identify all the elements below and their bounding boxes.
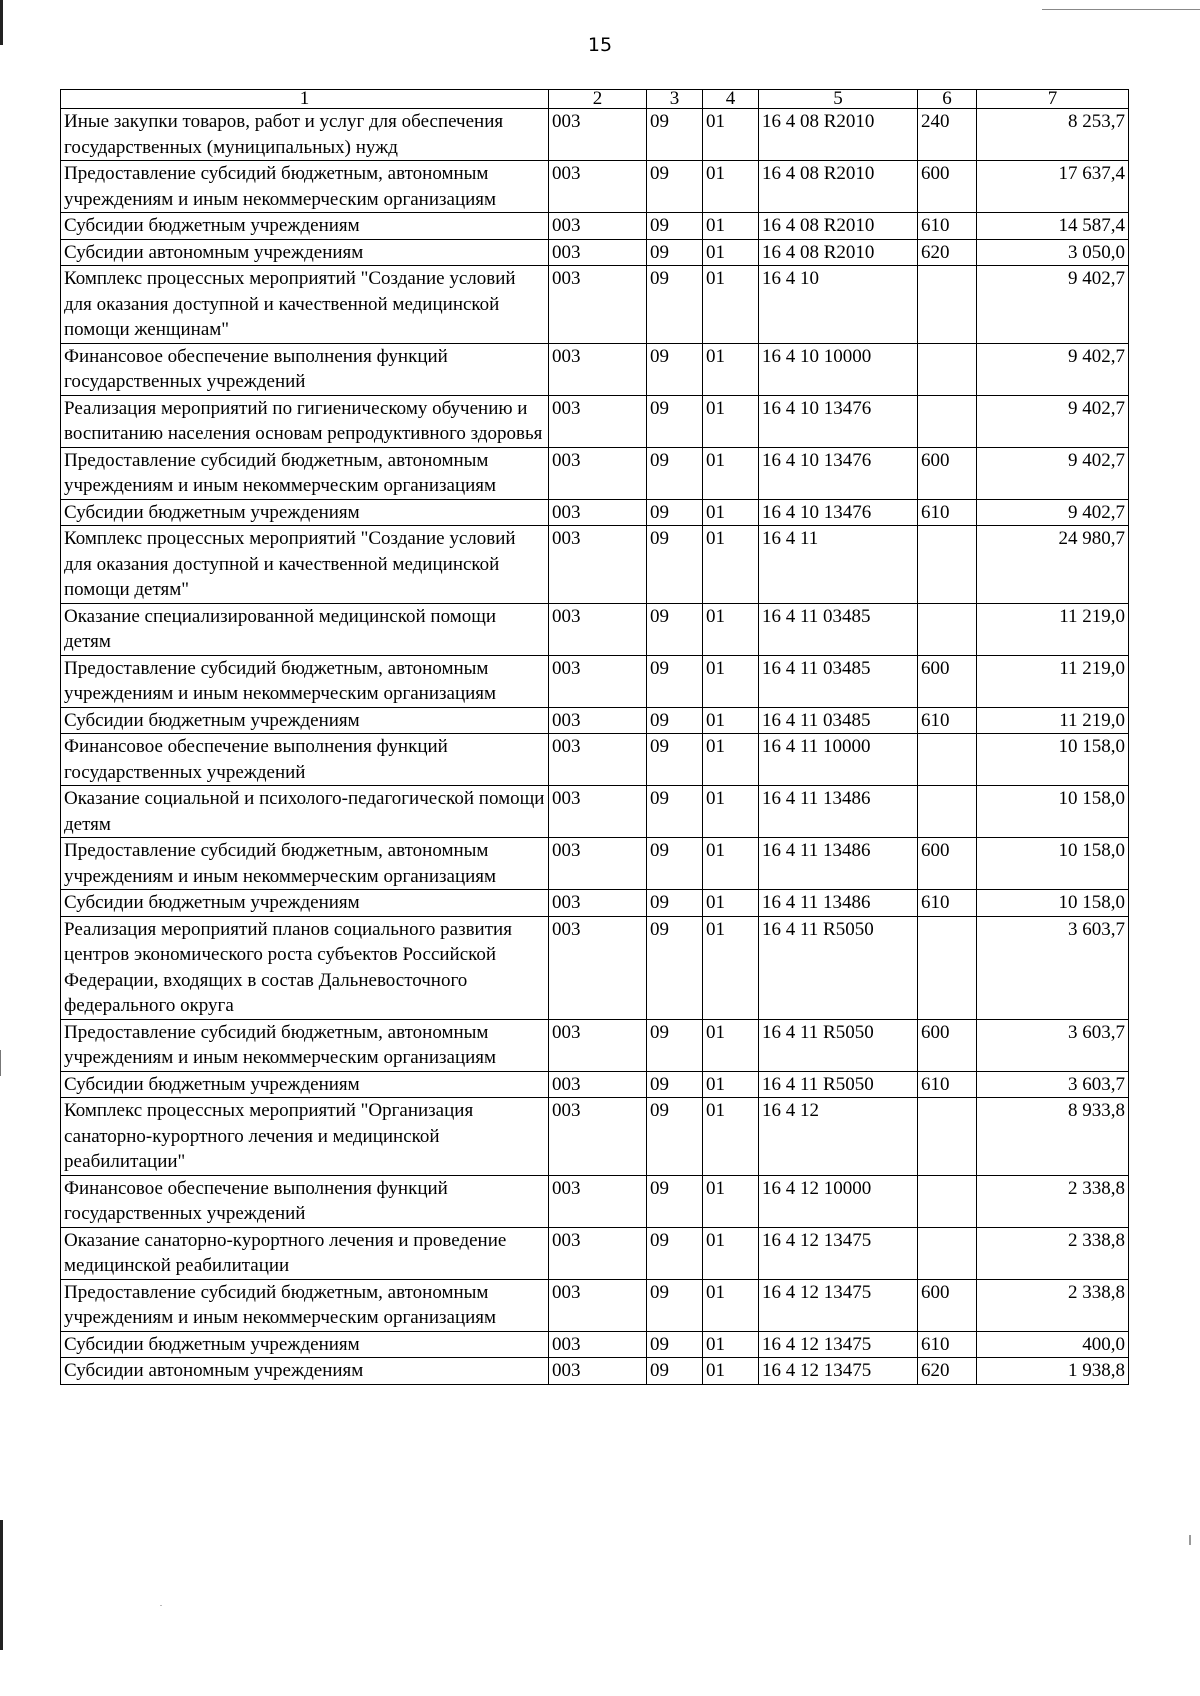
table-header-row xyxy=(61,90,1129,109)
table-row xyxy=(61,603,1129,655)
row-amount-cell: 2 338,8 xyxy=(977,1227,1129,1279)
row-section-cell: 09 xyxy=(647,1358,703,1385)
table-row xyxy=(61,890,1129,917)
row-name-cell: Предоставление субсидий бюджетным, автономным учреждениям и иным некоммерческим организациям xyxy=(61,1019,549,1071)
row-target-article-cell: 16 4 10 13476 xyxy=(759,447,918,499)
row-target-article-cell: 16 4 11 R5050 xyxy=(759,1071,918,1098)
row-amount-cell: 10 158,0 xyxy=(977,890,1129,917)
row-target-article-cell: 16 4 11 13486 xyxy=(759,890,918,917)
row-grbs-cell: 003 xyxy=(549,343,647,395)
row-name-cell: Субсидии бюджетным учреждениям xyxy=(61,213,549,240)
row-grbs-cell: 003 xyxy=(549,838,647,890)
row-amount-cell: 9 402,7 xyxy=(977,447,1129,499)
row-target-article-cell: 16 4 12 10000 xyxy=(759,1175,918,1227)
row-section-cell: 09 xyxy=(647,916,703,1019)
budget-table xyxy=(60,89,1129,1385)
row-grbs-cell: 003 xyxy=(549,603,647,655)
row-subsection-cell: 01 xyxy=(703,1358,759,1385)
row-expense-type-cell xyxy=(918,1227,977,1279)
row-expense-type-cell: 610 xyxy=(918,499,977,526)
row-name-cell: Субсидии бюджетным учреждениям xyxy=(61,890,549,917)
row-amount-cell: 3 603,7 xyxy=(977,1019,1129,1071)
row-subsection-cell: 01 xyxy=(703,1098,759,1176)
row-section-cell: 09 xyxy=(647,1331,703,1358)
row-subsection-cell: 01 xyxy=(703,109,759,161)
row-expense-type-cell: 240 xyxy=(918,109,977,161)
row-target-article-cell: 16 4 11 03485 xyxy=(759,603,918,655)
row-subsection-cell: 01 xyxy=(703,1019,759,1071)
row-grbs-cell: 003 xyxy=(549,1331,647,1358)
row-target-article-cell: 16 4 08 R2010 xyxy=(759,161,918,213)
row-section-cell: 09 xyxy=(647,1098,703,1176)
table-row xyxy=(61,1071,1129,1098)
scan-artifact-line xyxy=(1042,9,1200,10)
table-row xyxy=(61,838,1129,890)
row-expense-type-cell: 620 xyxy=(918,239,977,266)
row-amount-cell: 9 402,7 xyxy=(977,499,1129,526)
row-target-article-cell: 16 4 08 R2010 xyxy=(759,239,918,266)
table-row xyxy=(61,916,1129,1019)
table-row xyxy=(61,1019,1129,1071)
row-grbs-cell: 003 xyxy=(549,1098,647,1176)
row-amount-cell: 2 338,8 xyxy=(977,1279,1129,1331)
table-row xyxy=(61,1175,1129,1227)
row-expense-type-cell: 600 xyxy=(918,1279,977,1331)
row-amount-cell: 9 402,7 xyxy=(977,343,1129,395)
row-subsection-cell: 01 xyxy=(703,266,759,344)
row-amount-cell: 9 402,7 xyxy=(977,266,1129,344)
table-row xyxy=(61,786,1129,838)
row-target-article-cell: 16 4 11 13486 xyxy=(759,838,918,890)
row-target-article-cell: 16 4 11 03485 xyxy=(759,655,918,707)
row-subsection-cell: 01 xyxy=(703,786,759,838)
row-subsection-cell: 01 xyxy=(703,239,759,266)
row-expense-type-cell: 610 xyxy=(918,1331,977,1358)
row-subsection-cell: 01 xyxy=(703,890,759,917)
row-name-cell: Субсидии бюджетным учреждениям xyxy=(61,1071,549,1098)
row-name-cell: Субсидии автономным учреждениям xyxy=(61,239,549,266)
row-amount-cell: 11 219,0 xyxy=(977,603,1129,655)
row-name-cell: Оказание санаторно-курортного лечения и проведение медицинской реабилитации xyxy=(61,1227,549,1279)
row-grbs-cell: 003 xyxy=(549,786,647,838)
row-target-article-cell: 16 4 11 03485 xyxy=(759,707,918,734)
row-section-cell: 09 xyxy=(647,786,703,838)
row-grbs-cell: 003 xyxy=(549,239,647,266)
row-expense-type-cell: 620 xyxy=(918,1358,977,1385)
row-name-cell: Реализация мероприятий планов социального развития центров экономического роста субъектов Российской Федерации, входящих в состав Дальневосточного федерального округа xyxy=(61,916,549,1019)
row-expense-type-cell xyxy=(918,343,977,395)
row-section-cell: 09 xyxy=(647,603,703,655)
table-row xyxy=(61,343,1129,395)
table-row xyxy=(61,213,1129,240)
row-section-cell: 09 xyxy=(647,890,703,917)
row-name-cell: Предоставление субсидий бюджетным, автономным учреждениям и иным некоммерческим организациям xyxy=(61,161,549,213)
table-row xyxy=(61,1227,1129,1279)
row-amount-cell: 17 637,4 xyxy=(977,161,1129,213)
row-subsection-cell: 01 xyxy=(703,1071,759,1098)
row-amount-cell: 10 158,0 xyxy=(977,786,1129,838)
row-name-cell: Финансовое обеспечение выполнения функций государственных учреждений xyxy=(61,343,549,395)
table-row xyxy=(61,447,1129,499)
row-grbs-cell: 003 xyxy=(549,1175,647,1227)
row-expense-type-cell xyxy=(918,266,977,344)
row-section-cell: 09 xyxy=(647,161,703,213)
row-subsection-cell: 01 xyxy=(703,161,759,213)
row-subsection-cell: 01 xyxy=(703,916,759,1019)
row-section-cell: 09 xyxy=(647,499,703,526)
table-body xyxy=(61,109,1129,1385)
row-subsection-cell: 01 xyxy=(703,707,759,734)
table-row xyxy=(61,395,1129,447)
row-amount-cell: 8 933,8 xyxy=(977,1098,1129,1176)
row-grbs-cell: 003 xyxy=(549,707,647,734)
row-target-article-cell: 16 4 08 R2010 xyxy=(759,109,918,161)
row-name-cell: Предоставление субсидий бюджетным, автономным учреждениям и иным некоммерческим организациям xyxy=(61,1279,549,1331)
table-row xyxy=(61,1098,1129,1176)
column-header: 1 xyxy=(61,90,549,109)
table-row xyxy=(61,266,1129,344)
scan-artifact-mark xyxy=(0,1050,1,1076)
column-header: 3 xyxy=(647,90,703,109)
column-header: 2 xyxy=(549,90,647,109)
row-target-article-cell: 16 4 12 13475 xyxy=(759,1227,918,1279)
row-grbs-cell: 003 xyxy=(549,1071,647,1098)
row-section-cell: 09 xyxy=(647,266,703,344)
table-row xyxy=(61,1358,1129,1385)
row-name-cell: Иные закупки товаров, работ и услуг для обеспечения государственных (муниципальных) нужд xyxy=(61,109,549,161)
row-subsection-cell: 01 xyxy=(703,395,759,447)
row-section-cell: 09 xyxy=(647,213,703,240)
row-subsection-cell: 01 xyxy=(703,1227,759,1279)
table-row xyxy=(61,734,1129,786)
table-row xyxy=(61,707,1129,734)
row-expense-type-cell: 600 xyxy=(918,161,977,213)
row-name-cell: Субсидии автономным учреждениям xyxy=(61,1358,549,1385)
scan-artifact-dot xyxy=(1189,1535,1191,1545)
row-target-article-cell: 16 4 10 10000 xyxy=(759,343,918,395)
row-subsection-cell: 01 xyxy=(703,343,759,395)
row-grbs-cell: 003 xyxy=(549,916,647,1019)
row-amount-cell: 10 158,0 xyxy=(977,838,1129,890)
row-name-cell: Комплекс процессных мероприятий "Организация санаторно-курортного лечения и медицинской реабилитации" xyxy=(61,1098,549,1176)
row-target-article-cell: 16 4 12 13475 xyxy=(759,1358,918,1385)
table-row xyxy=(61,499,1129,526)
row-section-cell: 09 xyxy=(647,526,703,604)
row-name-cell: Субсидии бюджетным учреждениям xyxy=(61,707,549,734)
table-row xyxy=(61,161,1129,213)
row-grbs-cell: 003 xyxy=(549,213,647,240)
row-section-cell: 09 xyxy=(647,1175,703,1227)
row-expense-type-cell: 610 xyxy=(918,213,977,240)
row-grbs-cell: 003 xyxy=(549,266,647,344)
row-target-article-cell: 16 4 10 13476 xyxy=(759,499,918,526)
table-row xyxy=(61,1279,1129,1331)
row-section-cell: 09 xyxy=(647,1019,703,1071)
table-row xyxy=(61,239,1129,266)
row-subsection-cell: 01 xyxy=(703,1279,759,1331)
row-expense-type-cell xyxy=(918,395,977,447)
row-name-cell: Комплекс процессных мероприятий "Создание условий для оказания доступной и качественной медицинской помощи женщинам" xyxy=(61,266,549,344)
row-target-article-cell: 16 4 12 13475 xyxy=(759,1331,918,1358)
row-name-cell: Оказание специализированной медицинской помощи детям xyxy=(61,603,549,655)
row-section-cell: 09 xyxy=(647,395,703,447)
row-section-cell: 09 xyxy=(647,1071,703,1098)
row-name-cell: Субсидии бюджетным учреждениям xyxy=(61,1331,549,1358)
row-amount-cell: 1 938,8 xyxy=(977,1358,1129,1385)
row-grbs-cell: 003 xyxy=(549,109,647,161)
row-section-cell: 09 xyxy=(647,109,703,161)
row-grbs-cell: 003 xyxy=(549,526,647,604)
row-expense-type-cell xyxy=(918,1175,977,1227)
row-amount-cell: 3 603,7 xyxy=(977,1071,1129,1098)
row-name-cell: Финансовое обеспечение выполнения функций государственных учреждений xyxy=(61,1175,549,1227)
scan-artifact-dot xyxy=(160,1605,162,1606)
row-expense-type-cell: 610 xyxy=(918,1071,977,1098)
row-section-cell: 09 xyxy=(647,447,703,499)
row-grbs-cell: 003 xyxy=(549,1358,647,1385)
row-target-article-cell: 16 4 10 xyxy=(759,266,918,344)
row-subsection-cell: 01 xyxy=(703,838,759,890)
row-grbs-cell: 003 xyxy=(549,655,647,707)
scan-artifact-mark xyxy=(0,1520,3,1650)
column-header: 4 xyxy=(703,90,759,109)
row-subsection-cell: 01 xyxy=(703,603,759,655)
row-section-cell: 09 xyxy=(647,655,703,707)
row-expense-type-cell: 600 xyxy=(918,655,977,707)
row-name-cell: Предоставление субсидий бюджетным, автономным учреждениям и иным некоммерческим организациям xyxy=(61,447,549,499)
row-amount-cell: 10 158,0 xyxy=(977,734,1129,786)
row-subsection-cell: 01 xyxy=(703,447,759,499)
row-subsection-cell: 01 xyxy=(703,1331,759,1358)
row-grbs-cell: 003 xyxy=(549,447,647,499)
row-subsection-cell: 01 xyxy=(703,734,759,786)
row-grbs-cell: 003 xyxy=(549,1019,647,1071)
row-name-cell: Предоставление субсидий бюджетным, автономным учреждениям и иным некоммерческим организациям xyxy=(61,655,549,707)
row-section-cell: 09 xyxy=(647,343,703,395)
row-target-article-cell: 16 4 11 R5050 xyxy=(759,1019,918,1071)
row-amount-cell: 24 980,7 xyxy=(977,526,1129,604)
row-grbs-cell: 003 xyxy=(549,734,647,786)
row-target-article-cell: 16 4 08 R2010 xyxy=(759,213,918,240)
table-row xyxy=(61,526,1129,604)
row-amount-cell: 3 050,0 xyxy=(977,239,1129,266)
row-name-cell: Субсидии бюджетным учреждениям xyxy=(61,499,549,526)
row-name-cell: Комплекс процессных мероприятий "Создание условий для оказания доступной и качественной медицинской помощи детям" xyxy=(61,526,549,604)
row-section-cell: 09 xyxy=(647,239,703,266)
column-header: 6 xyxy=(918,90,977,109)
row-grbs-cell: 003 xyxy=(549,499,647,526)
row-expense-type-cell xyxy=(918,1098,977,1176)
row-target-article-cell: 16 4 11 10000 xyxy=(759,734,918,786)
row-amount-cell: 8 253,7 xyxy=(977,109,1129,161)
row-expense-type-cell xyxy=(918,526,977,604)
row-name-cell: Реализация мероприятий по гигиеническому обучению и воспитанию населения основам репродуктивного здоровья xyxy=(61,395,549,447)
row-grbs-cell: 003 xyxy=(549,395,647,447)
row-expense-type-cell: 600 xyxy=(918,447,977,499)
row-section-cell: 09 xyxy=(647,734,703,786)
row-amount-cell: 2 338,8 xyxy=(977,1175,1129,1227)
row-section-cell: 09 xyxy=(647,707,703,734)
row-name-cell: Предоставление субсидий бюджетным, автономным учреждениям и иным некоммерческим организациям xyxy=(61,838,549,890)
row-amount-cell: 9 402,7 xyxy=(977,395,1129,447)
row-grbs-cell: 003 xyxy=(549,890,647,917)
table-row xyxy=(61,655,1129,707)
row-expense-type-cell: 600 xyxy=(918,1019,977,1071)
row-name-cell: Финансовое обеспечение выполнения функций государственных учреждений xyxy=(61,734,549,786)
row-amount-cell: 3 603,7 xyxy=(977,916,1129,1019)
row-section-cell: 09 xyxy=(647,1227,703,1279)
row-subsection-cell: 01 xyxy=(703,213,759,240)
row-target-article-cell: 16 4 11 13486 xyxy=(759,786,918,838)
page-number: 15 xyxy=(587,34,613,56)
row-subsection-cell: 01 xyxy=(703,526,759,604)
row-amount-cell: 11 219,0 xyxy=(977,655,1129,707)
column-header: 7 xyxy=(977,90,1129,109)
table-row xyxy=(61,109,1129,161)
row-section-cell: 09 xyxy=(647,838,703,890)
column-header: 5 xyxy=(759,90,918,109)
row-grbs-cell: 003 xyxy=(549,1279,647,1331)
row-target-article-cell: 16 4 11 R5050 xyxy=(759,916,918,1019)
row-expense-type-cell: 600 xyxy=(918,838,977,890)
row-section-cell: 09 xyxy=(647,1279,703,1331)
table-row xyxy=(61,1331,1129,1358)
row-expense-type-cell xyxy=(918,786,977,838)
row-name-cell: Оказание социальной и психолого-педагогической помощи детям xyxy=(61,786,549,838)
row-expense-type-cell: 610 xyxy=(918,890,977,917)
row-amount-cell: 14 587,4 xyxy=(977,213,1129,240)
row-expense-type-cell xyxy=(918,734,977,786)
row-target-article-cell: 16 4 11 xyxy=(759,526,918,604)
row-grbs-cell: 003 xyxy=(549,1227,647,1279)
row-expense-type-cell xyxy=(918,603,977,655)
row-subsection-cell: 01 xyxy=(703,655,759,707)
row-grbs-cell: 003 xyxy=(549,161,647,213)
row-subsection-cell: 01 xyxy=(703,499,759,526)
row-target-article-cell: 16 4 10 13476 xyxy=(759,395,918,447)
row-amount-cell: 400,0 xyxy=(977,1331,1129,1358)
row-amount-cell: 11 219,0 xyxy=(977,707,1129,734)
row-expense-type-cell: 610 xyxy=(918,707,977,734)
row-expense-type-cell xyxy=(918,916,977,1019)
row-subsection-cell: 01 xyxy=(703,1175,759,1227)
row-target-article-cell: 16 4 12 xyxy=(759,1098,918,1176)
row-target-article-cell: 16 4 12 13475 xyxy=(759,1279,918,1331)
